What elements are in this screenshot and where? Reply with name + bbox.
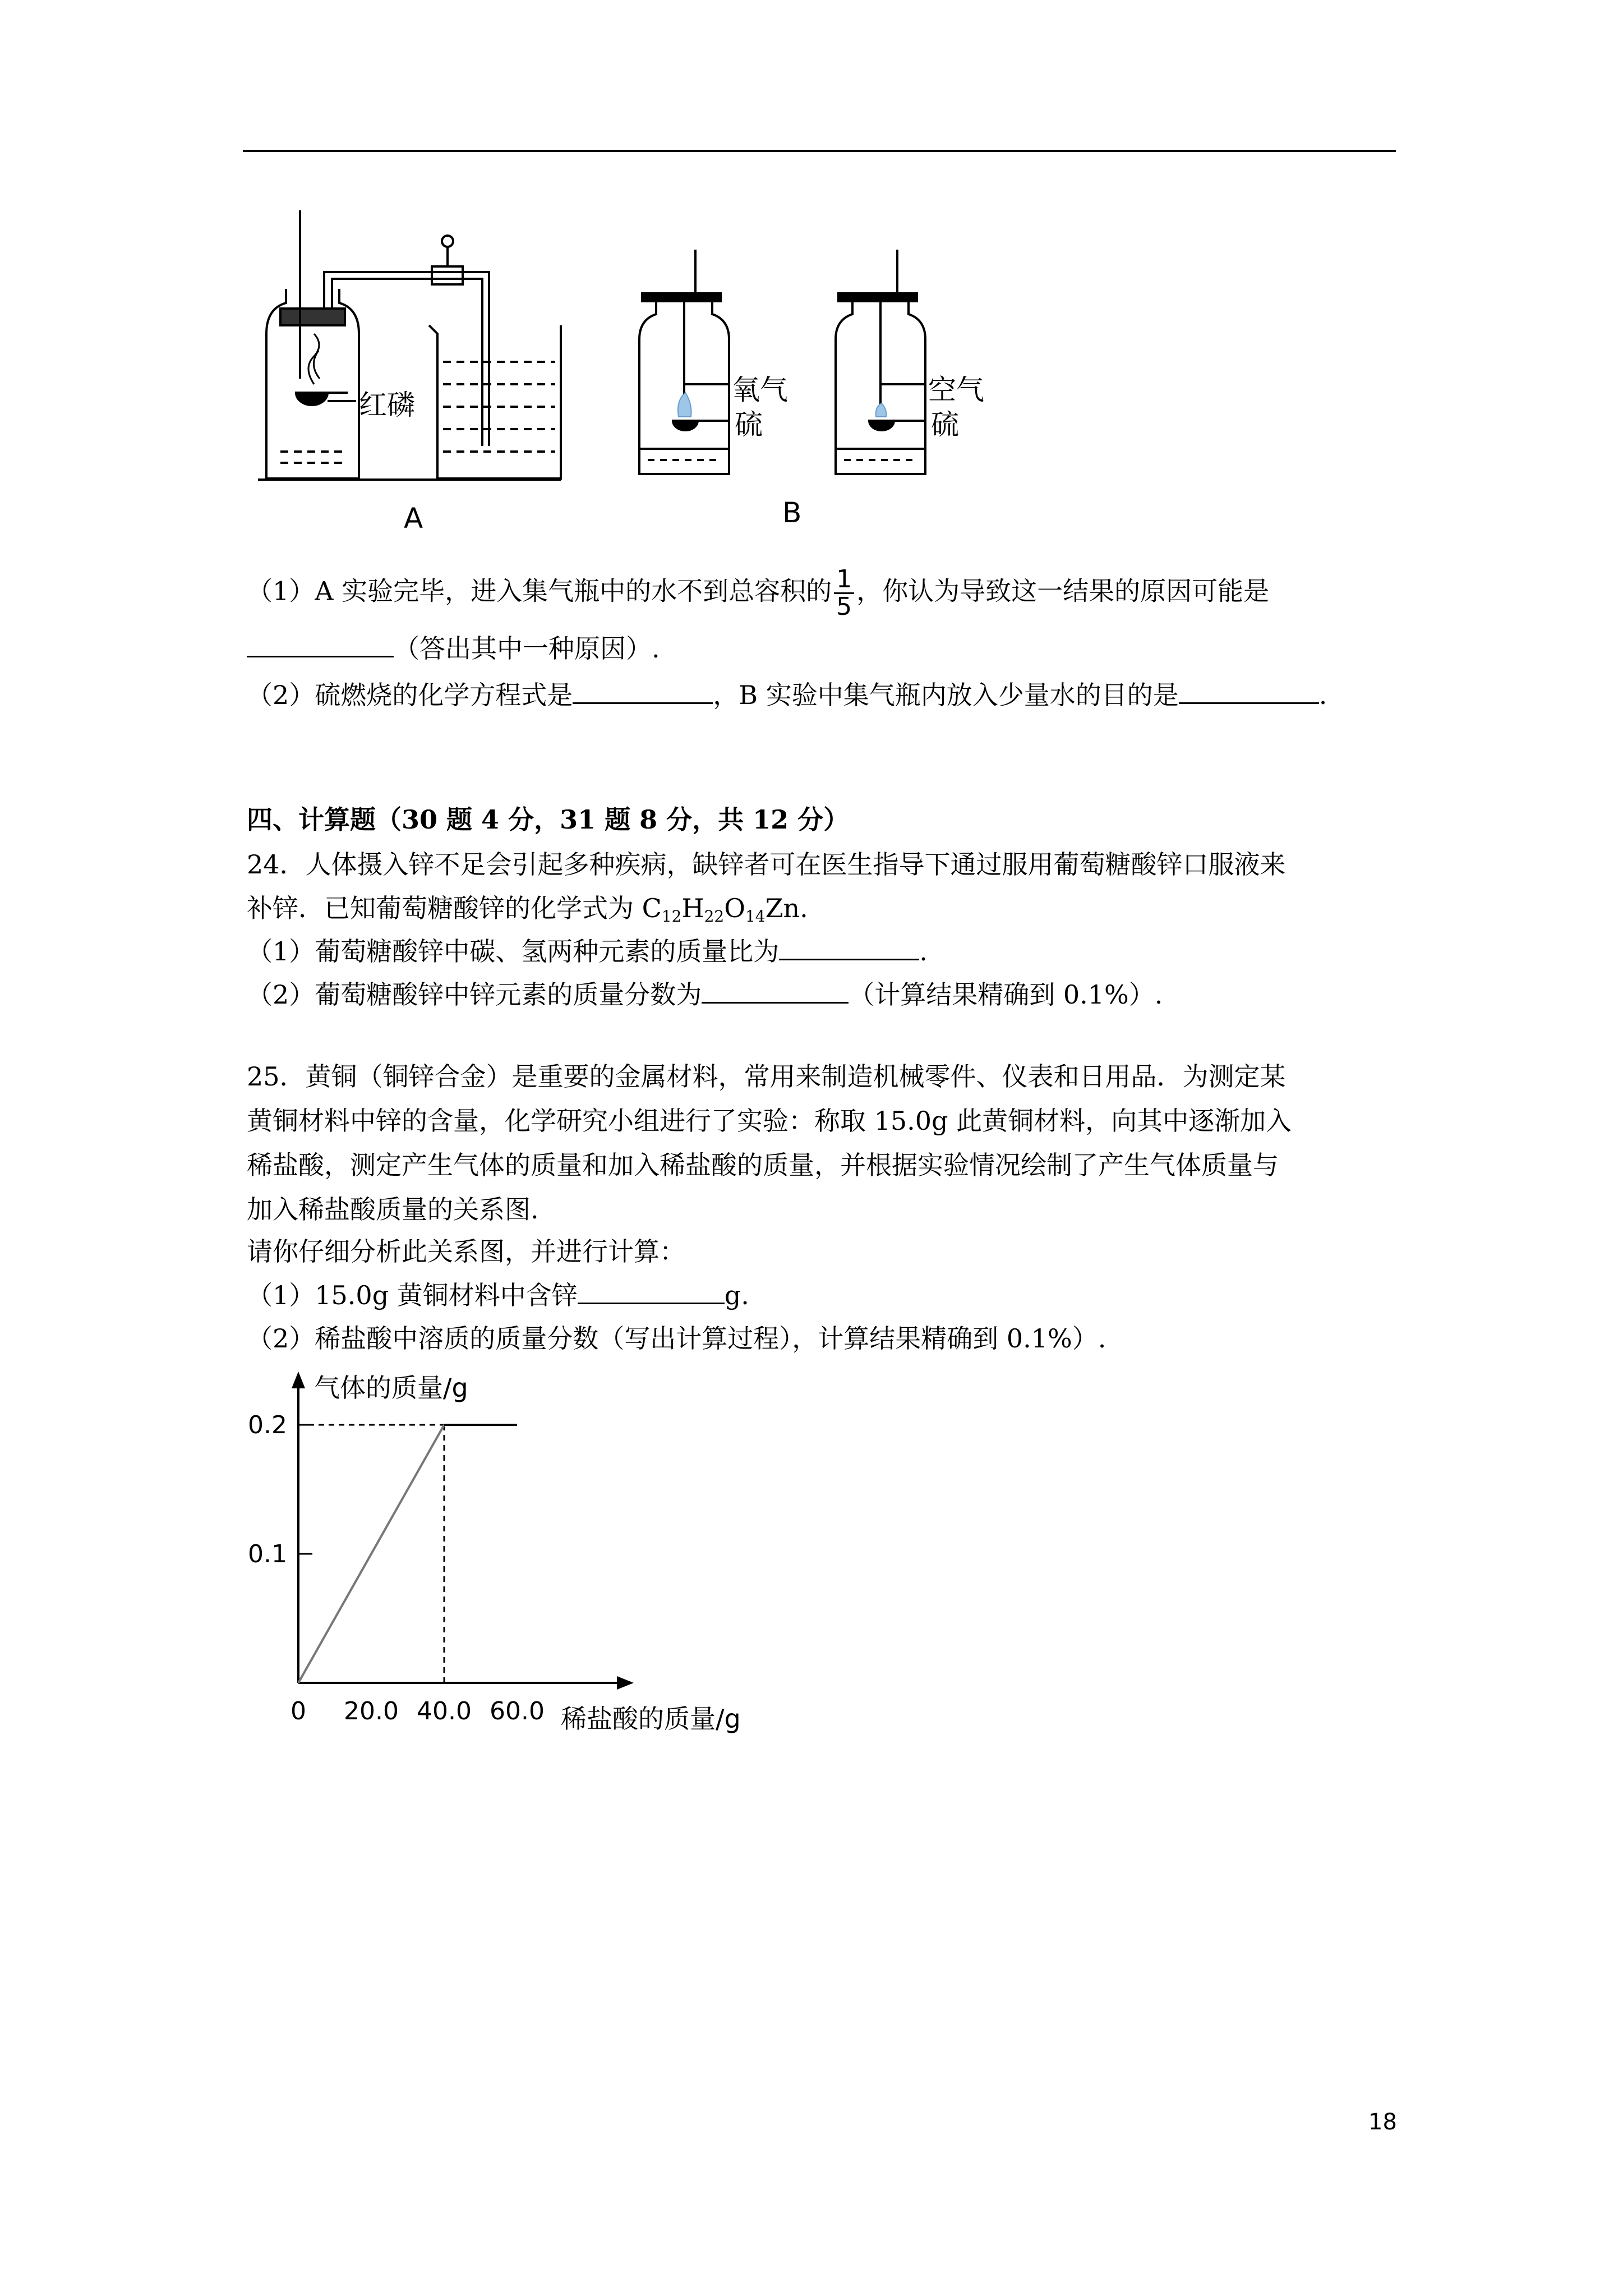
q25-line1: 25．黄铜（铜锌合金）是重要的金属材料，常用来制造机械零件、仪表和日用品．为测定某 (247, 1061, 1286, 1092)
x-tick-label: 20.0 (344, 1697, 399, 1726)
q25-line5: 请你仔细分析此关系图，并进行计算： (247, 1236, 685, 1267)
label-red-phosphorus: 红磷 (359, 389, 415, 421)
y-tick-label: 0.2 (248, 1411, 287, 1439)
y-axis-arrow (292, 1372, 305, 1388)
answer-blank[interactable] (1179, 680, 1319, 704)
answer-blank[interactable] (578, 1280, 725, 1304)
q24-part1: （1）葡萄糖酸锌中碳、氢两种元素的质量比为 . (247, 936, 928, 967)
label-sulfur-2: 硫 (931, 408, 959, 441)
x-tick-label: 60.0 (490, 1697, 545, 1726)
y-axis-label: 气体的质量/g (314, 1373, 468, 1403)
q24-part2: （2）葡萄糖酸锌中锌元素的质量分数为 （计算结果精确到 0.1%）. (247, 979, 1163, 1010)
series-segment (298, 1425, 444, 1683)
q25-line3: 稀盐酸，测定产生气体的质量和加入稀盐酸的质量，并根据实验情况绘制了产生气体质量与 (247, 1150, 1279, 1180)
q25-line4: 加入稀盐酸质量的关系图. (247, 1194, 539, 1225)
figure-label-b: B (782, 496, 802, 529)
page-number: 18 (1368, 2109, 1397, 2135)
a-spoon (296, 393, 328, 405)
q25-part2: （2）稀盐酸中溶质的质量分数（写出计算过程），计算结果精确到 0.1%）. (247, 1323, 1106, 1354)
section-title: 四、计算题（30 题 4 分，31 题 8 分，共 12 分） (247, 804, 850, 835)
answer-blank[interactable] (779, 936, 919, 960)
label-air: 空气 (928, 374, 984, 406)
q23-part1-line2: （答出其中一种原因）. (247, 631, 660, 666)
q23-part1: （1）A 实验完毕，进入集气瓶中的水不到总容积的 $\frac{1}{5}$ ，你认为导致这一结果的原因可能是 (247, 565, 1270, 621)
apparatus-diagram (236, 199, 1021, 536)
x-tick-label: 40.0 (417, 1697, 472, 1726)
gas-mass-chart (236, 1352, 796, 1745)
x-tick-label: 0 (291, 1697, 306, 1726)
answer-blank[interactable] (702, 979, 849, 1004)
x-axis-arrow (617, 1676, 634, 1690)
a-stopper (280, 309, 345, 325)
y-tick-label: 0.1 (248, 1540, 287, 1568)
figure-label-a: A (404, 502, 423, 535)
answer-blank[interactable] (247, 633, 394, 657)
b2-flame (876, 403, 887, 417)
q24-line1: 24．人体摄入锌不足会引起多种疾病，缺锌者可在医生指导下通过服用葡萄糖酸锌口服液来 (247, 849, 1286, 880)
a-clamp (432, 266, 463, 284)
label-sulfur-1: 硫 (735, 408, 763, 441)
q24-line2: 补锌．已知葡萄糖酸锌的化学式为 $C_{12}H_{22}O_{14}Zn$. (247, 893, 808, 926)
fraction-one-fifth: $\frac{1}{5}$ (834, 567, 854, 620)
header-rule (243, 150, 1396, 152)
x-axis-label: 稀盐酸的质量/g (561, 1704, 741, 1734)
a-beaker (429, 325, 561, 478)
q23-part2: （2）硫燃烧的化学方程式是 ，B 实验中集气瓶内放入少量水的目的是 . (247, 680, 1327, 710)
answer-blank[interactable] (573, 680, 713, 704)
q25-part1: （1）15.0g 黄铜材料中含锌 g. (247, 1280, 749, 1310)
b1-lid (642, 293, 721, 301)
b2-lid (838, 293, 917, 301)
b1-flame (678, 393, 691, 417)
label-oxygen: 氧气 (732, 374, 788, 406)
q25-line2: 黄铜材料中锌的含量，化学研究小组进行了实验：称取 15.0g 此黄铜材料，向其中逐渐加入 (247, 1106, 1292, 1136)
